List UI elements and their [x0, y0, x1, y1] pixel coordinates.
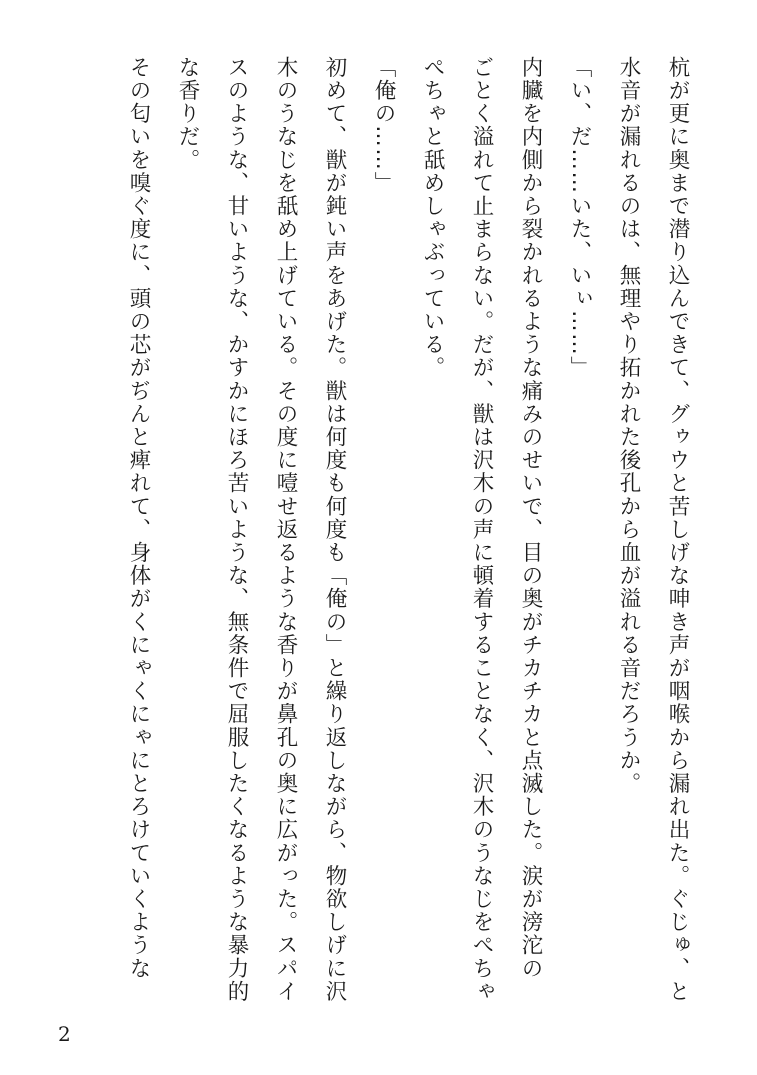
- paragraph: 杭が更に奥まで潜り込んできて、グゥウと苦しげな呻き声が咽喉から漏れ出た。ぐじゅ、と 水音が漏れるのは、無理やり拓かれた後孔から血が溢れる音だろうか。: [616, 56, 690, 1004]
- paragraph: その匂いを嗅ぐ度に、頭の芯がぢんと痺れて、身体がくにゃくにゃにとろけていくような: [126, 56, 151, 980]
- dialogue-line: 「俺の……」: [371, 56, 396, 195]
- page-number: 2: [58, 1022, 71, 1046]
- paragraph: 内臓を内側から裂かれるような痛みのせいで、目の奥がチカチカと点滅した。涙が滂沱の ごとく溢れて止まらない。だが、獣は沢木の声に頓着することなく、沢木のうなじをぺちゃ ぺちゃと舐めしゃぶっている。: [420, 56, 543, 1004]
- vertical-text-body: [114, 56, 702, 1016]
- dialogue-line: 「い、だ……いた、いぃ……」: [567, 56, 592, 380]
- paragraph: 初めて、獣が鈍い声をあげた。獣は何度も何度も「俺の」と繰り返しながら、物欲しげに沢 木のうなじを舐め上げている。その度に噎せ返るような香りが鼻孔の奥に広がった。スパイ スのような、甘いような、かすかにほろ苦いような、無条件で屈服したくなるような暴力的 な香りだ。: [175, 56, 347, 1004]
